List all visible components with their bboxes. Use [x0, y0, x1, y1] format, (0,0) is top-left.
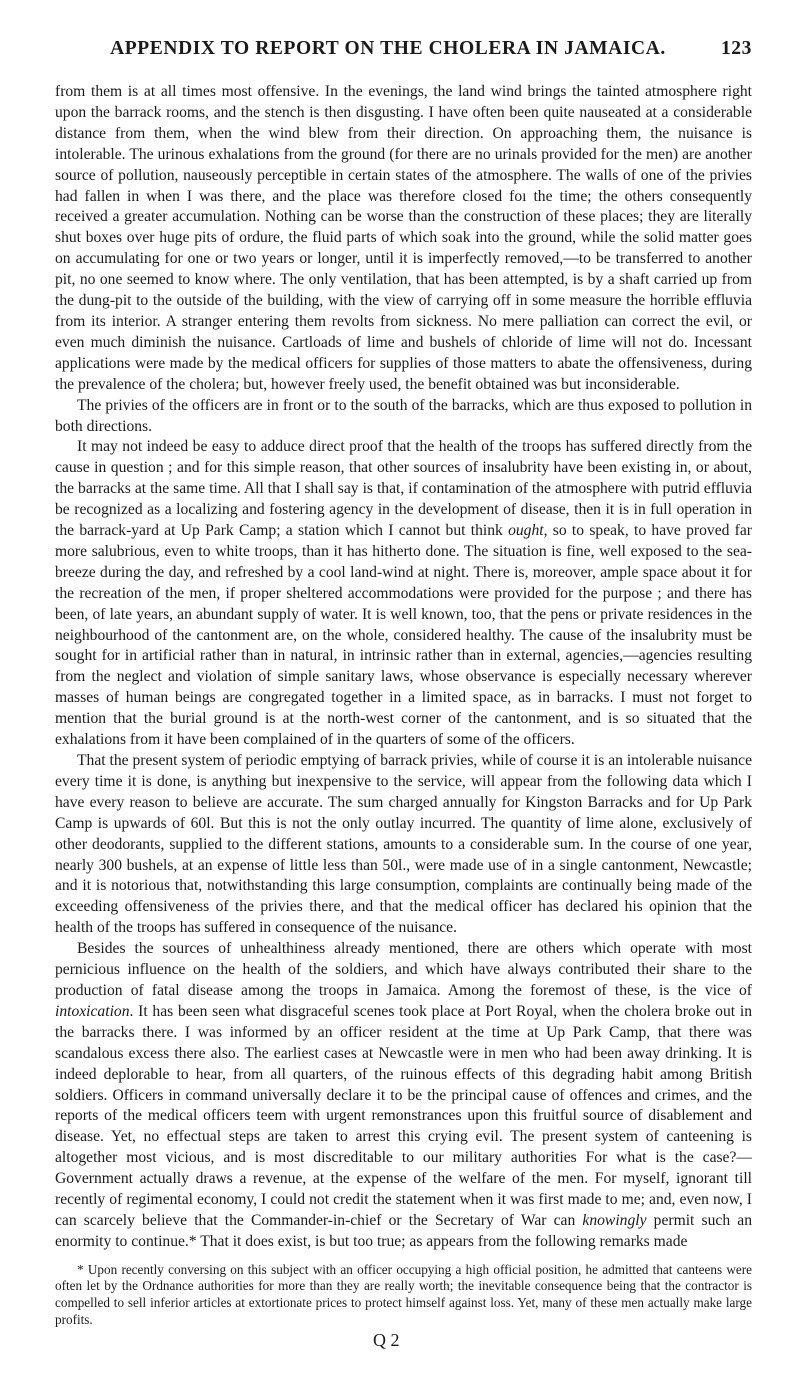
italic-word: knowingly — [582, 1211, 647, 1229]
paragraph: from them is at all times most offensive. In the evenings, the land wind brings the tainted atmosphere right upon the barrack rooms, and the stench is then disgusting. I have often been quite nauseated at a considerable distance from them, when the wind blew from their direction. On approaching them, the nuisance is intolerable. The urinous exhalations from the ground (for there are no urinals provided for the men) are another source of pollution, nauseously perceptible in certain states of the atmosphere. The walls of one of the privies had fallen in when I was there, and the place was therefore closed foı the time; the others consequently received a greater accumulation. Nothing can be worse than the construction of these places; they are literally shut boxes over huge pits of ordure, the fluid parts of which soak into the ground, while the solid matter goes on accumulating for one or two years or longer, until it is imperfectly removed,—to be transferred to another pit, no one seemed to know where. The only ventilation, that has been attempted, is by a shaft carried up from the dung-pit to the outside of the building, with the view of carrying off in some measure the horrible effluvia from its interior. A stranger entering them revolts from sickness. No mere palliation can correct the evil, or even much diminish the nuisance. Cartloads of lime and bushels of chloride of lime will not do. Incessant applications were made by the medical officers for supplies of those matters to abate the offensiveness, during the prevalence of the cholera; but, however freely used, the benefit obtained was but inconsiderable. — [55, 83, 752, 393]
running-title: APPENDIX TO REPORT ON THE CHOLERA IN JAMAICA. — [110, 38, 666, 59]
paragraph: It may not indeed be easy to adduce direct proof that the health of the troops has suffered directly from the cause in question ; and for this simple reason, that other sources of insalubrity have been existing in, or about, the barracks at the same time. All that I shall say is that, if contamination of the atmosphere with putrid effluvia be recognized as a localizing and fostering agency in the development of disease, then it is in full operation in the barrack-yard at Up Park Camp; a station which I cannot but think ought, so to speak, to have proved far more salubrious, even to white troops, than it has hitherto done. The situation is fine, well exposed to the sea-breeze during the day, and refreshed by a cool land-wind at night. There is, moreover, ample space about it for the recreation of the men, if proper sheltered accommodations were provided for the purpose ; and there has been, of late years, an abundant supply of water. It is well known, too, that the pens or private residences in the neighbourhood of the cantonment are, on the whole, considered healthy. The cause of the insalubrity must be sought for in artificial rather than in natural, in intrinsic rather than in external, agencies,—agencies resulting from the neglect and violation of simple sanitary laws, whose observance is especially necessary wherever masses of human beings are congregated together in a limited space, as in barracks. I must not forget to mention that the burial ground is at the north-west corner of the cantonment, and is so situated that the exhalations from it have been complained of in the quarters of some of the officers. — [55, 438, 752, 749]
paragraph: The privies of the officers are in front or to the south of the barracks, which are thus exposed to pollution in both directions. — [55, 396, 752, 435]
paragraph: Besides the sources of unhealthiness already mentioned, there are others which operate with most pernicious influence on the health of the soldiers, and which have always contributed their share to the production of fatal disease among the troops in Jamaica. Among the foremost of these, is the vice of intoxication. It has been seen what disgraceful scenes took place at Port Royal, when the cholera broke out in the barracks there. I was informed by an officer resident at the time at Up Park Camp, that there was scandalous excess there also. The earliest cases at Newcastle were in men who had been away drinking. It is indeed deplorable to hear, from all quarters, of the ruinous effects of this degrading habit among British soldiers. Officers in command universally declare it to be the principal cause of offences and crimes, and the reports of the medical officers teem with urgent remonstrances upon this fruitful source of disablement and disease. Yet, no effectual steps are taken to arrest this crying evil. The present system of canteening is altogether most vicious, and is most discreditable to our military authorities For what is the case?—Government actually draws a revenue, at the expense of the welfare of the men. For myself, ignorant till recently of regimental economy, I could not credit the statement when it was first made to me; and, even now, I can scarcely believe that the Commander-in-chief or the Secretary of War can knowingly permit such an enormity to continue.* That it does exist, is but too true; as appears from the following remarks made — [55, 940, 753, 1250]
paragraph: That the present system of periodic emptying of barrack privies, while of course it is an intolerable nuisance every time it is done, is anything but inexpensive to the service, will appear from the following data which I have every reason to believe are accurate. The sum charged annually for Kingston Barracks and for Up Park Camp is upwards of 60l. But this is not the only outlay incurred. The quantity of lime alone, exclusively of other deodorants, supplied to the different stations, amounts to a considerable sum. In the course of one year, nearly 300 bushels, at an expense of little less than 50l., were made use of in a single cantonment, Newcastle; and it is notorious that, notwithstanding this large consumption, complaints are continually being made of the exceeding offensiveness of the privies there, and that the medical officer has declared his opinion that the health of the troops has suffered in consequence of the nuisance. — [55, 752, 752, 937]
page-number: 123 — [720, 38, 752, 59]
running-head — [55, 38, 752, 60]
signature-mark: Q 2 — [373, 1330, 400, 1351]
italic-word: ought — [508, 522, 544, 540]
body-text — [55, 82, 752, 1253]
footnote: * Upon recently conversing on this subject with an officer occupying a high official position, he admitted that canteens were often let by the Ordnance authorities for more than they are really worth; the inevitable consequence being that the contractor is compelled to sell inferior articles at extortionate prices to protect himself against loss. Yet, many of these men actually make large profits. — [55, 1261, 752, 1327]
italic-word: intoxication — [55, 1002, 130, 1020]
